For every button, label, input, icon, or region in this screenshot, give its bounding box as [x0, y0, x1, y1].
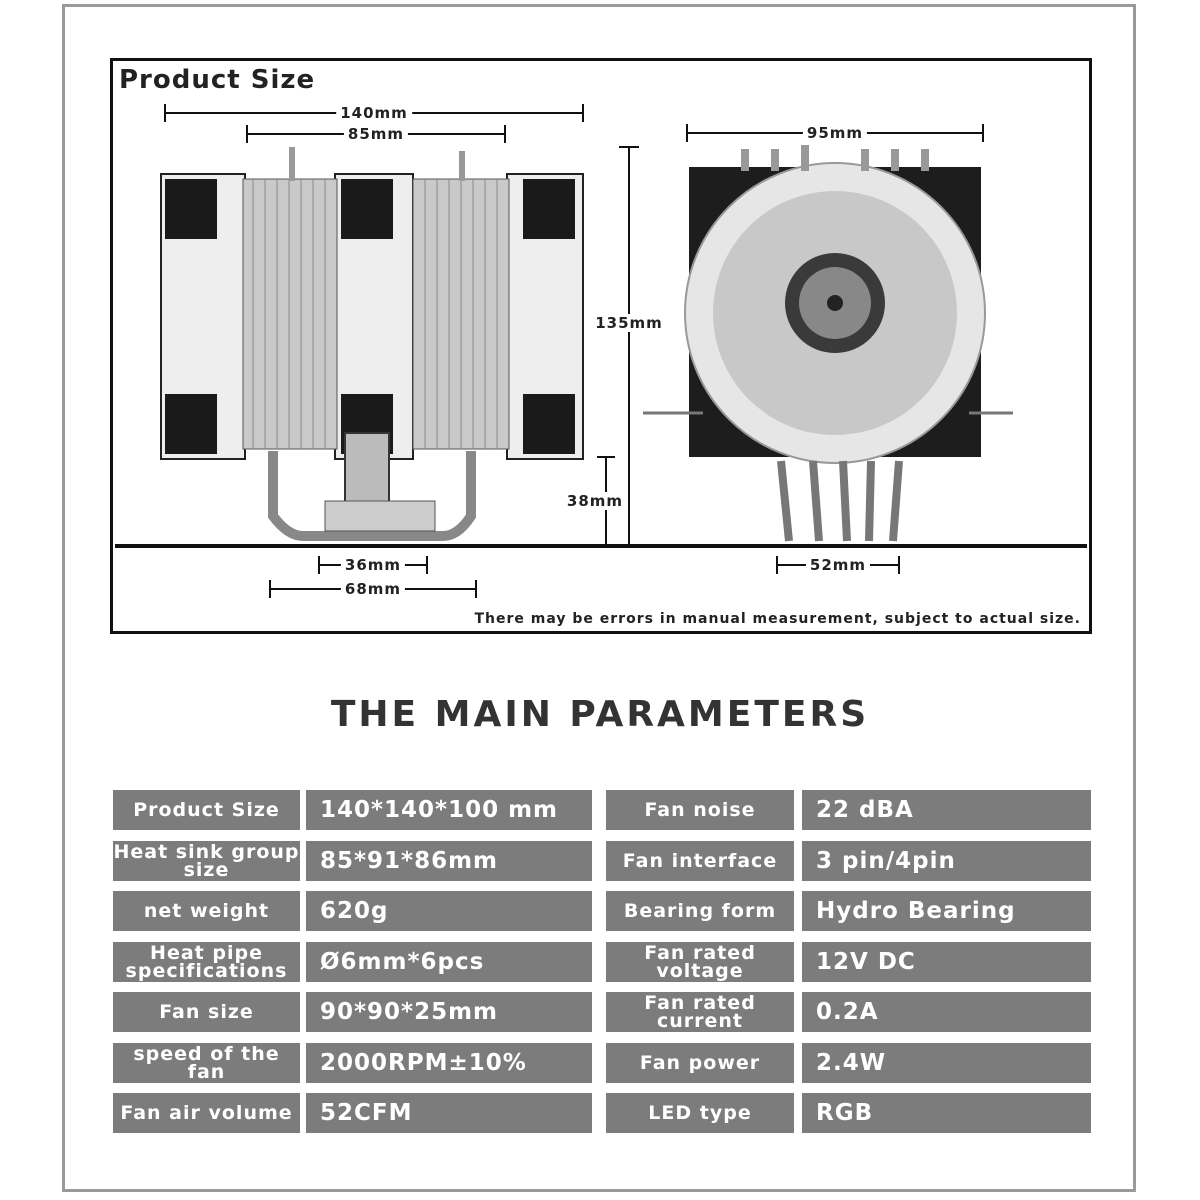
base-outer-label: 68mm: [341, 580, 405, 598]
param-label: Fan size: [113, 992, 300, 1032]
param-value: 0.2A: [802, 992, 1091, 1032]
cooler-drawing: [113, 61, 1089, 631]
param-value: 2.4W: [802, 1043, 1091, 1083]
base-inner-label: 36mm: [341, 556, 405, 574]
param-label: Product Size: [113, 790, 300, 830]
height-base-label: 38mm: [563, 492, 627, 510]
param-value: Hydro Bearing: [802, 891, 1091, 931]
product-size-panel: [110, 58, 1092, 634]
param-value: Ø6mm*6pcs: [306, 942, 592, 982]
param-value: RGB: [802, 1093, 1091, 1133]
param-value: 85*91*86mm: [306, 841, 592, 881]
param-label: LED type: [606, 1093, 794, 1133]
measurement-note: There may be errors in manual measurement, subject to actual size.: [474, 611, 1081, 627]
width-fins-label: 85mm: [344, 125, 408, 143]
product-size-title: Product Size: [119, 65, 316, 95]
param-value: 22 dBA: [802, 790, 1091, 830]
param-label: Heat pipe specifications: [113, 942, 300, 982]
param-value: 3 pin/4pin: [802, 841, 1091, 881]
param-value: 2000RPM±10%: [306, 1043, 592, 1083]
param-label: net weight: [113, 891, 300, 931]
side-view: [161, 147, 583, 536]
param-value: 90*90*25mm: [306, 992, 592, 1032]
param-label: speed of the fan: [113, 1043, 300, 1083]
width-total-label: 140mm: [336, 104, 412, 122]
param-label: Fan rated current: [606, 992, 794, 1032]
height-total-label: 135mm: [591, 314, 667, 332]
param-value: 620g: [306, 891, 592, 931]
param-label: Fan power: [606, 1043, 794, 1083]
main-parameters-title: THE MAIN PARAMETERS: [330, 694, 870, 735]
param-label: Fan noise: [606, 790, 794, 830]
fan-width-label: 95mm: [803, 124, 867, 142]
front-view: [643, 145, 1013, 541]
param-label: Fan rated voltage: [606, 942, 794, 982]
param-label: Heat sink group size: [113, 841, 300, 881]
param-label: Bearing form: [606, 891, 794, 931]
param-value: 140*140*100 mm: [306, 790, 592, 830]
param-value: 52CFM: [306, 1093, 592, 1133]
param-value: 12V DC: [802, 942, 1091, 982]
pipes-width-label: 52mm: [806, 556, 870, 574]
param-label: Fan air volume: [113, 1093, 300, 1133]
param-label: Fan interface: [606, 841, 794, 881]
